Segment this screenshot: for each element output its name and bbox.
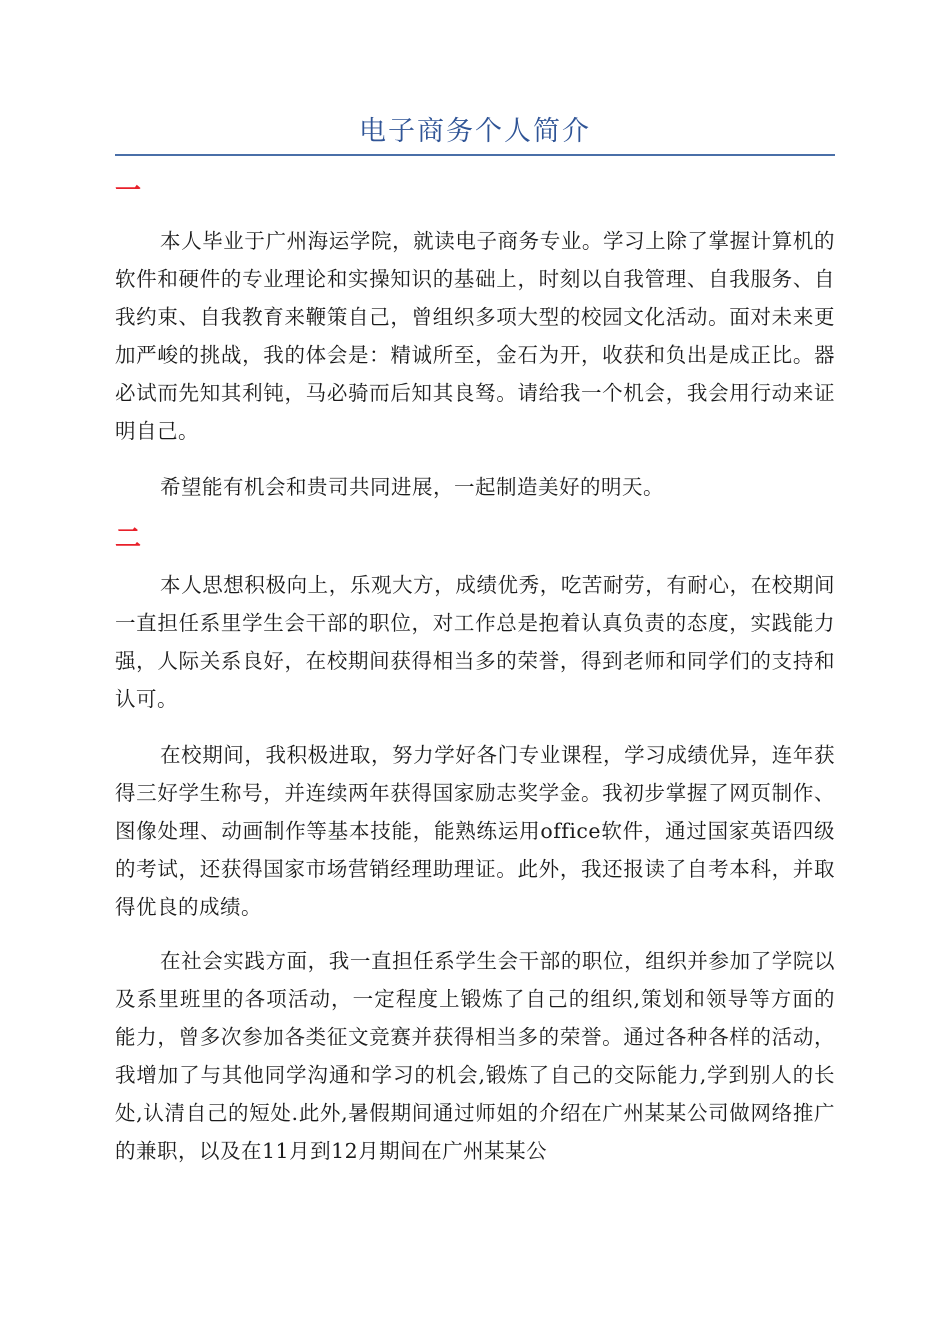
title-underline [115, 154, 835, 156]
page-title: 电子商务个人简介 [359, 116, 591, 147]
paragraph: 本人思想积极向上，乐观大方，成绩优秀，吃苦耐劳，有耐心，在校期间一直担任系里学生会干部的职位，对工作总是抱着认真负责的态度，实践能力强，人际关系良好，在校期间获得相当多的荣誉，得到老师和同学们的支持和认可。 [115, 573, 835, 711]
paragraph: 在校期间，我积极进取，努力学好各门专业课程，学习成绩优异，连年获得三好学生称号，并连续两年获得国家励志奖学金。我初步掌握了网页制作、图像处理、动画制作等基本技能，能熟练运用office软件，通过国家英语四级的考试，还获得国家市场营销经理助理证。此外，我还报读了自考本科，并取得优良的成绩。 [115, 743, 835, 919]
paragraph: 本人毕业于广州海运学院，就读电子商务专业。学习上除了掌握计算机的软件和硬件的专业理论和实操知识的基础上，时刻以自我管理、自我服务、自我约束、自我教育来鞭策自己，曾组织多项大型的校园文化活动。面对未来更加严峻的挑战，我的体会是：精诚所至，金石为开，收获和负出是成正比。器必试而先知其利钝，马必骑而后知其良驽。请给我一个机会，我会用行动来证明自己。 [115, 229, 835, 443]
section-marker-2: 二 [115, 524, 142, 554]
paragraph: 在社会实践方面，我一直担任系学生会干部的职位，组织并参加了学院以及系里班里的各项活动，一定程度上锻炼了自己的组织,策划和领导等方面的能力，曾多次参加各类征文竞赛并获得相当多的荣誉。通过各种各样的活动，我增加了与其他同学沟通和学习的机会,锻炼了自己的交际能力,学到别人的长处,认清自己的短处.此外,暑假期间通过师姐的介绍在广州某某公司做网络推广的兼职，以及在11月到12月期间在广州某某公 [115, 949, 835, 1163]
section-marker-1: 一 [115, 176, 142, 206]
paragraph: 希望能有机会和贵司共同进展，一起制造美好的明天。 [160, 475, 664, 499]
